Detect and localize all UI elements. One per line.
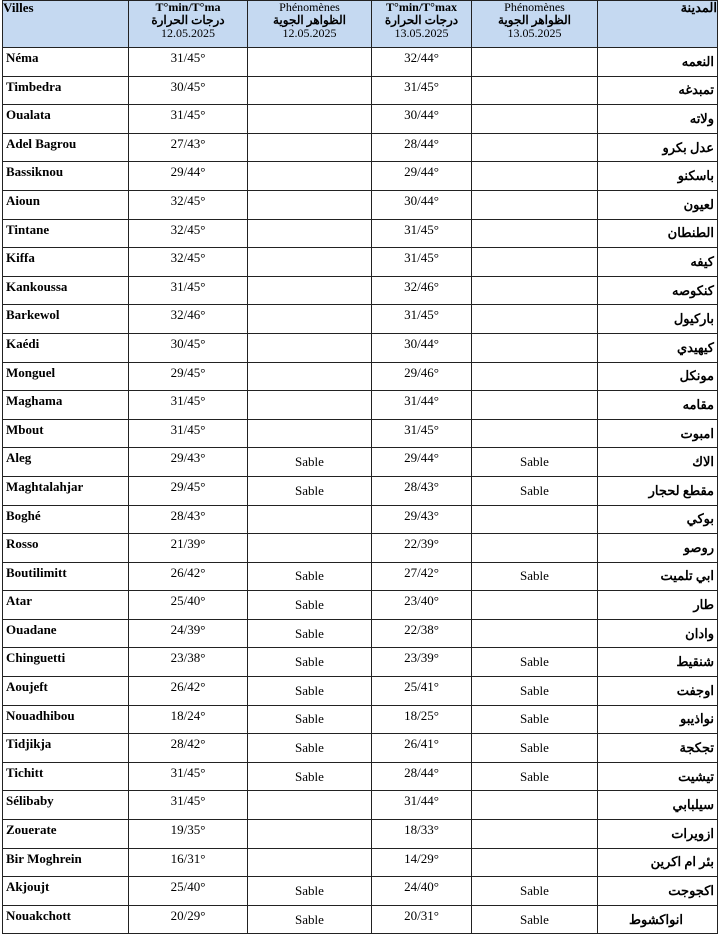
phenomena-day2-cell — [472, 105, 598, 134]
phenomena-day2-cell: Sable — [472, 905, 598, 934]
table-row — [3, 190, 718, 219]
temp-day2-cell: 27/42° — [372, 562, 472, 591]
header-villes: Villes — [3, 1, 129, 48]
city-name-cell: Barkewol — [3, 305, 129, 334]
city-name-cell: Tintane — [3, 219, 129, 248]
temp-day1-cell: 25/40° — [129, 591, 248, 620]
phenomena-day2-cell — [472, 591, 598, 620]
header-phen-day2: Phénomènes الظواهر الجوية 13.05.2025 — [472, 1, 598, 48]
city-name-cell: Sélibaby — [3, 791, 129, 820]
temp-day2-cell: 32/46° — [372, 276, 472, 305]
city-name-cell: Tichitt — [3, 762, 129, 791]
city-arabic-cell: النعمه — [598, 48, 718, 77]
temp-day1-cell: 29/45° — [129, 362, 248, 391]
temp-day2-cell: 23/39° — [372, 648, 472, 677]
table-row — [3, 648, 718, 677]
temp-day1-cell: 31/45° — [129, 791, 248, 820]
phenomena-day2-cell — [472, 333, 598, 362]
table-row — [3, 905, 718, 934]
city-arabic-cell: تيشيت — [598, 762, 718, 791]
city-name-cell: Ouadane — [3, 619, 129, 648]
temp-day2-cell: 31/45° — [372, 219, 472, 248]
city-arabic-cell: كيهيدي — [598, 333, 718, 362]
phenomena-day2-cell — [472, 820, 598, 849]
temp-day2-cell: 29/44° — [372, 448, 472, 477]
table-row — [3, 476, 718, 505]
temp-day1-cell: 31/45° — [129, 105, 248, 134]
phenomena-day1-cell: Sable — [248, 734, 372, 763]
temp-day2-cell: 31/44° — [372, 391, 472, 420]
phenomena-day1-cell — [248, 276, 372, 305]
table-row — [3, 162, 718, 191]
temp-day2-cell: 31/45° — [372, 305, 472, 334]
temp-day2-cell: 24/40° — [372, 877, 472, 906]
city-arabic-cell: انواكشوط — [598, 905, 718, 934]
city-name-cell: Maghama — [3, 391, 129, 420]
city-arabic-cell: ازويرات — [598, 820, 718, 849]
table-row — [3, 419, 718, 448]
city-name-cell: Néma — [3, 48, 129, 77]
table-row — [3, 734, 718, 763]
city-arabic-cell: بوكي — [598, 505, 718, 534]
temp-day2-cell: 28/44° — [372, 762, 472, 791]
phenomena-day2-cell — [472, 162, 598, 191]
phenomena-day2-cell: Sable — [472, 562, 598, 591]
phenomena-day2-cell: Sable — [472, 734, 598, 763]
phenomena-day2-cell — [472, 48, 598, 77]
temp-day2-cell: 28/43° — [372, 476, 472, 505]
temp-day2-cell: 25/41° — [372, 677, 472, 706]
temp-day1-cell: 32/46° — [129, 305, 248, 334]
phenomena-day2-cell — [472, 848, 598, 877]
phenomena-day2-cell: Sable — [472, 705, 598, 734]
city-arabic-cell: كيفه — [598, 248, 718, 277]
temp-day1-cell: 27/43° — [129, 133, 248, 162]
temp-day1-cell: 26/42° — [129, 677, 248, 706]
temp-day1-cell: 32/45° — [129, 219, 248, 248]
temp-day2-cell: 26/41° — [372, 734, 472, 763]
city-name-cell: Maghtalahjar — [3, 476, 129, 505]
phenomena-day2-cell — [472, 76, 598, 105]
city-name-cell: Zouerate — [3, 820, 129, 849]
city-arabic-cell: بئر ام اكرين — [598, 848, 718, 877]
temp-day2-cell: 30/44° — [372, 105, 472, 134]
phenomena-day1-cell — [248, 419, 372, 448]
city-name-cell: Aleg — [3, 448, 129, 477]
city-name-cell: Tidjikja — [3, 734, 129, 763]
city-arabic-cell: روصو — [598, 534, 718, 563]
city-arabic-cell: مقطع لحجار — [598, 476, 718, 505]
phenomena-day1-cell — [248, 190, 372, 219]
temp-day1-cell: 31/45° — [129, 276, 248, 305]
table-row — [3, 105, 718, 134]
temp-day2-cell: 14/29° — [372, 848, 472, 877]
phenomena-day1-cell — [248, 534, 372, 563]
temp-day2-cell: 29/43° — [372, 505, 472, 534]
temp-day1-cell: 23/38° — [129, 648, 248, 677]
temp-day2-cell: 28/44° — [372, 133, 472, 162]
city-name-cell: Akjoujt — [3, 877, 129, 906]
city-name-cell: Chinguetti — [3, 648, 129, 677]
temp-day1-cell: 31/45° — [129, 762, 248, 791]
temp-day1-cell: 30/45° — [129, 76, 248, 105]
city-name-cell: Adel Bagrou — [3, 133, 129, 162]
city-name-cell: Monguel — [3, 362, 129, 391]
phenomena-day2-cell — [472, 248, 598, 277]
city-arabic-cell: وادان — [598, 619, 718, 648]
table-row — [3, 133, 718, 162]
phenomena-day2-cell — [472, 505, 598, 534]
city-arabic-cell: اكجوجت — [598, 877, 718, 906]
temp-day1-cell: 31/45° — [129, 48, 248, 77]
city-name-cell: Kankoussa — [3, 276, 129, 305]
phenomena-day1-cell — [248, 248, 372, 277]
temp-day1-cell: 31/45° — [129, 419, 248, 448]
temp-day2-cell: 30/44° — [372, 333, 472, 362]
table-row — [3, 791, 718, 820]
phenomena-day2-cell — [472, 190, 598, 219]
header-temp-day2: T°min/T°max درجات الحرارة 13.05.2025 — [372, 1, 472, 48]
phenomena-day2-cell: Sable — [472, 877, 598, 906]
phenomena-day1-cell: Sable — [248, 762, 372, 791]
header-temp-day1: T°min/T°ma درجات الحرارة 12.05.2025 — [129, 1, 248, 48]
phenomena-day2-cell: Sable — [472, 648, 598, 677]
temp-day2-cell: 18/33° — [372, 820, 472, 849]
city-arabic-cell: عدل بكرو — [598, 133, 718, 162]
city-arabic-cell: باركيول — [598, 305, 718, 334]
city-name-cell: Timbedra — [3, 76, 129, 105]
phenomena-day1-cell — [248, 820, 372, 849]
temp-day2-cell: 31/44° — [372, 791, 472, 820]
temp-day1-cell: 25/40° — [129, 877, 248, 906]
temp-day2-cell: 32/44° — [372, 48, 472, 77]
phenomena-day1-cell — [248, 133, 372, 162]
phenomena-day2-cell — [472, 305, 598, 334]
table-row — [3, 248, 718, 277]
temp-day1-cell: 16/31° — [129, 848, 248, 877]
table-row — [3, 362, 718, 391]
city-name-cell: Bassiknou — [3, 162, 129, 191]
temp-day1-cell: 28/43° — [129, 505, 248, 534]
city-arabic-cell: تجكجة — [598, 734, 718, 763]
city-arabic-cell: لعيون — [598, 190, 718, 219]
phenomena-day1-cell — [248, 848, 372, 877]
city-name-cell: Nouadhibou — [3, 705, 129, 734]
phenomena-day1-cell — [248, 219, 372, 248]
table-row — [3, 305, 718, 334]
phenomena-day2-cell — [472, 362, 598, 391]
phenomena-day2-cell — [472, 419, 598, 448]
temp-day1-cell: 28/42° — [129, 734, 248, 763]
temp-day2-cell: 29/46° — [372, 362, 472, 391]
city-name-cell: Aoujeft — [3, 677, 129, 706]
city-arabic-cell: اوجفت — [598, 677, 718, 706]
table-row — [3, 534, 718, 563]
temp-day1-cell: 32/45° — [129, 248, 248, 277]
table-row — [3, 677, 718, 706]
temp-day2-cell: 22/39° — [372, 534, 472, 563]
temp-day1-cell: 29/43° — [129, 448, 248, 477]
phenomena-day1-cell: Sable — [248, 677, 372, 706]
city-arabic-cell: طار — [598, 591, 718, 620]
table-row — [3, 705, 718, 734]
table-body — [3, 48, 718, 934]
table-row — [3, 848, 718, 877]
table-row — [3, 562, 718, 591]
city-arabic-cell: الطنطان — [598, 219, 718, 248]
city-name-cell: Atar — [3, 591, 129, 620]
table-row — [3, 76, 718, 105]
table-row — [3, 48, 718, 77]
phenomena-day1-cell: Sable — [248, 591, 372, 620]
city-arabic-cell: مقامه — [598, 391, 718, 420]
phenomena-day2-cell — [472, 219, 598, 248]
city-arabic-cell: الاك — [598, 448, 718, 477]
phenomena-day2-cell — [472, 791, 598, 820]
phenomena-day2-cell: Sable — [472, 476, 598, 505]
city-arabic-cell: باسكنو — [598, 162, 718, 191]
city-arabic-cell: سيلبابي — [598, 791, 718, 820]
temp-day1-cell: 19/35° — [129, 820, 248, 849]
phenomena-day1-cell — [248, 105, 372, 134]
table-header-row — [3, 1, 718, 48]
temp-day2-cell: 18/25° — [372, 705, 472, 734]
phenomena-day1-cell — [248, 333, 372, 362]
temp-day1-cell: 29/44° — [129, 162, 248, 191]
phenomena-day1-cell: Sable — [248, 476, 372, 505]
city-name-cell: Boghé — [3, 505, 129, 534]
phenomena-day2-cell — [472, 391, 598, 420]
city-name-cell: Oualata — [3, 105, 129, 134]
temp-day2-cell: 29/44° — [372, 162, 472, 191]
phenomena-day2-cell: Sable — [472, 677, 598, 706]
phenomena-day2-cell — [472, 133, 598, 162]
temp-day1-cell: 20/29° — [129, 905, 248, 934]
temp-day1-cell: 18/24° — [129, 705, 248, 734]
city-arabic-cell: شنقيط — [598, 648, 718, 677]
city-arabic-cell: ولاته — [598, 105, 718, 134]
header-phen-day1: Phénomènes الظواهر الجوية 12.05.2025 — [248, 1, 372, 48]
table-row — [3, 877, 718, 906]
phenomena-day2-cell — [472, 619, 598, 648]
city-arabic-cell: ابي تلميت — [598, 562, 718, 591]
phenomena-day1-cell — [248, 391, 372, 420]
temp-day1-cell: 30/45° — [129, 333, 248, 362]
table-row — [3, 219, 718, 248]
city-arabic-cell: تمبدغه — [598, 76, 718, 105]
phenomena-day2-cell — [472, 534, 598, 563]
table-row — [3, 333, 718, 362]
phenomena-day2-cell: Sable — [472, 448, 598, 477]
phenomena-day1-cell: Sable — [248, 648, 372, 677]
temp-day1-cell: 24/39° — [129, 619, 248, 648]
temp-day2-cell: 20/31° — [372, 905, 472, 934]
temp-day1-cell: 26/42° — [129, 562, 248, 591]
temp-day2-cell: 22/38° — [372, 619, 472, 648]
temp-day2-cell: 31/45° — [372, 419, 472, 448]
city-name-cell: Kiffa — [3, 248, 129, 277]
table-row — [3, 762, 718, 791]
table-row — [3, 276, 718, 305]
temp-day1-cell: 21/39° — [129, 534, 248, 563]
table-row — [3, 619, 718, 648]
phenomena-day1-cell — [248, 162, 372, 191]
table-row — [3, 820, 718, 849]
header-city-arabic: المدينة — [598, 1, 718, 48]
city-arabic-cell: نواذيبو — [598, 705, 718, 734]
table-row — [3, 505, 718, 534]
table-row — [3, 391, 718, 420]
phenomena-day2-cell — [472, 276, 598, 305]
temp-day1-cell: 31/45° — [129, 391, 248, 420]
city-name-cell: Mbout — [3, 419, 129, 448]
phenomena-day1-cell: Sable — [248, 562, 372, 591]
temp-day1-cell: 29/45° — [129, 476, 248, 505]
phenomena-day1-cell: Sable — [248, 619, 372, 648]
phenomena-day1-cell — [248, 305, 372, 334]
phenomena-day1-cell — [248, 362, 372, 391]
phenomena-day1-cell — [248, 76, 372, 105]
city-name-cell: Aioun — [3, 190, 129, 219]
temp-day2-cell: 30/44° — [372, 190, 472, 219]
temp-day2-cell: 31/45° — [372, 76, 472, 105]
phenomena-day1-cell: Sable — [248, 905, 372, 934]
city-name-cell: Bir Moghrein — [3, 848, 129, 877]
table-row — [3, 591, 718, 620]
city-arabic-cell: مونكل — [598, 362, 718, 391]
phenomena-day1-cell — [248, 48, 372, 77]
city-name-cell: Nouakchott — [3, 905, 129, 934]
phenomena-day1-cell — [248, 791, 372, 820]
table-row — [3, 448, 718, 477]
phenomena-day1-cell — [248, 505, 372, 534]
phenomena-day1-cell: Sable — [248, 448, 372, 477]
temp-day2-cell: 23/40° — [372, 591, 472, 620]
phenomena-day2-cell: Sable — [472, 762, 598, 791]
forecast-table — [2, 0, 718, 934]
city-name-cell: Rosso — [3, 534, 129, 563]
city-arabic-cell: كنكوصه — [598, 276, 718, 305]
temp-day1-cell: 32/45° — [129, 190, 248, 219]
phenomena-day1-cell: Sable — [248, 705, 372, 734]
city-name-cell: Kaédi — [3, 333, 129, 362]
temp-day2-cell: 31/45° — [372, 248, 472, 277]
city-name-cell: Boutilimitt — [3, 562, 129, 591]
city-arabic-cell: امبوت — [598, 419, 718, 448]
phenomena-day1-cell: Sable — [248, 877, 372, 906]
